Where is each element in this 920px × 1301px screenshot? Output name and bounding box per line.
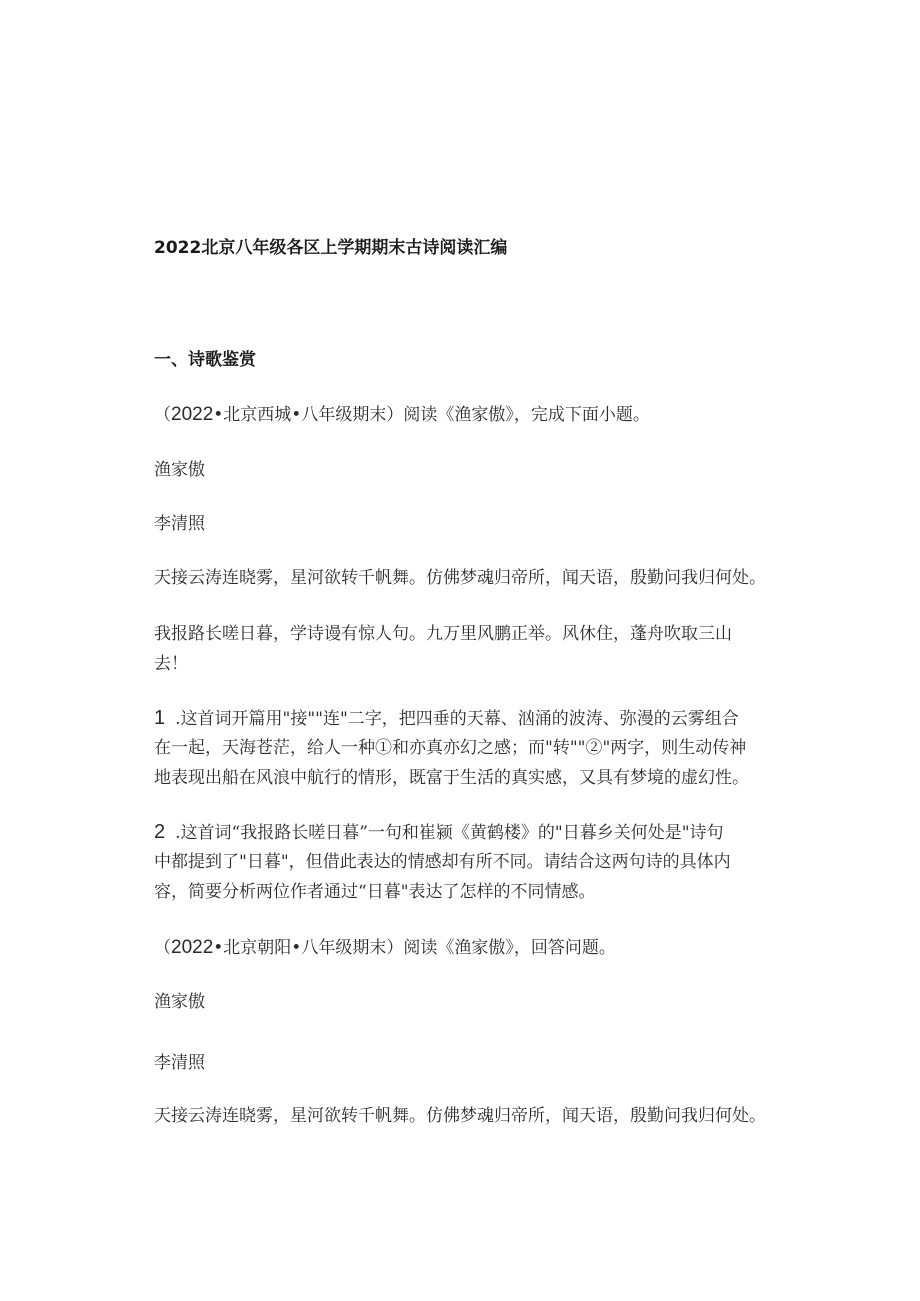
question-2-line xyxy=(154,822,724,843)
question-2-line: 中都提到了"日暮"，但借此表达的情感却有所不同。请结合这两句诗的具体内 xyxy=(154,852,731,872)
question-1-line: 在一起，天海苍茫，给人一种①和亦真亦幻之感；而"转""②"两字，则生动传神 xyxy=(154,738,747,758)
poem-line: 去！ xyxy=(154,654,188,674)
question-number: 2 xyxy=(154,821,166,843)
source-year: 2022 xyxy=(171,404,214,425)
poem-line: 我报路长嗟日暮，学诗谩有惊人句。九万里风鹏正举。风休住，蓬舟吹取三山 xyxy=(154,624,732,644)
question-text: .这首词开篇用"接""连"二字，把四垂的天幕、汹涌的波涛、弥漫的云雾组合 xyxy=(175,709,739,729)
question-1-line xyxy=(154,708,739,729)
section-heading: 一、诗歌鉴赏 xyxy=(154,350,256,370)
poem-line: 天接云涛连晓雾，星河欲转千帆舞。仿佛梦魂归帝所，闻天语，殷勤问我归何处。 xyxy=(154,568,766,588)
source-line-chaoyang xyxy=(154,938,616,958)
poem-title: 渔家傲 xyxy=(154,992,205,1012)
poem-line: 天接云涛连晓雾，星河欲转千帆舞。仿佛梦魂归帝所，闻天语，殷勤问我归何处。 xyxy=(154,1106,766,1126)
source-open-paren: （ xyxy=(154,938,171,958)
source-line-xicheng xyxy=(154,405,650,425)
poem-author: 李清照 xyxy=(154,514,205,534)
source-open-paren: （ xyxy=(154,405,171,425)
question-text: .这首词“我报路长嗟日暮”一句和崔颍《黄鹤楼》的"日暮乡关何处是"诗句 xyxy=(175,823,724,843)
question-1-line: 地表现出船在风浪中航行的情形，既富于生活的真实感，又具有梦境的虚幻性。 xyxy=(154,768,749,788)
source-text: •北京朝阳•八年级期末）阅读《渔家傲》，回答问题。 xyxy=(213,938,616,958)
question-number: 1 xyxy=(154,707,166,729)
source-text: •北京西城•八年级期末）阅读《渔家傲》，完成下面小题。 xyxy=(213,405,650,425)
poem-title: 渔家傲 xyxy=(154,460,205,480)
question-2-line: 容，简要分析两位作者通过“日暮"表达了怎样的不同情感。 xyxy=(154,882,596,902)
document-title: 2022北京八年级各区上学期期末古诗阅读汇编 xyxy=(154,238,508,258)
source-year: 2022 xyxy=(171,937,214,958)
poem-author: 李清照 xyxy=(154,1053,205,1073)
